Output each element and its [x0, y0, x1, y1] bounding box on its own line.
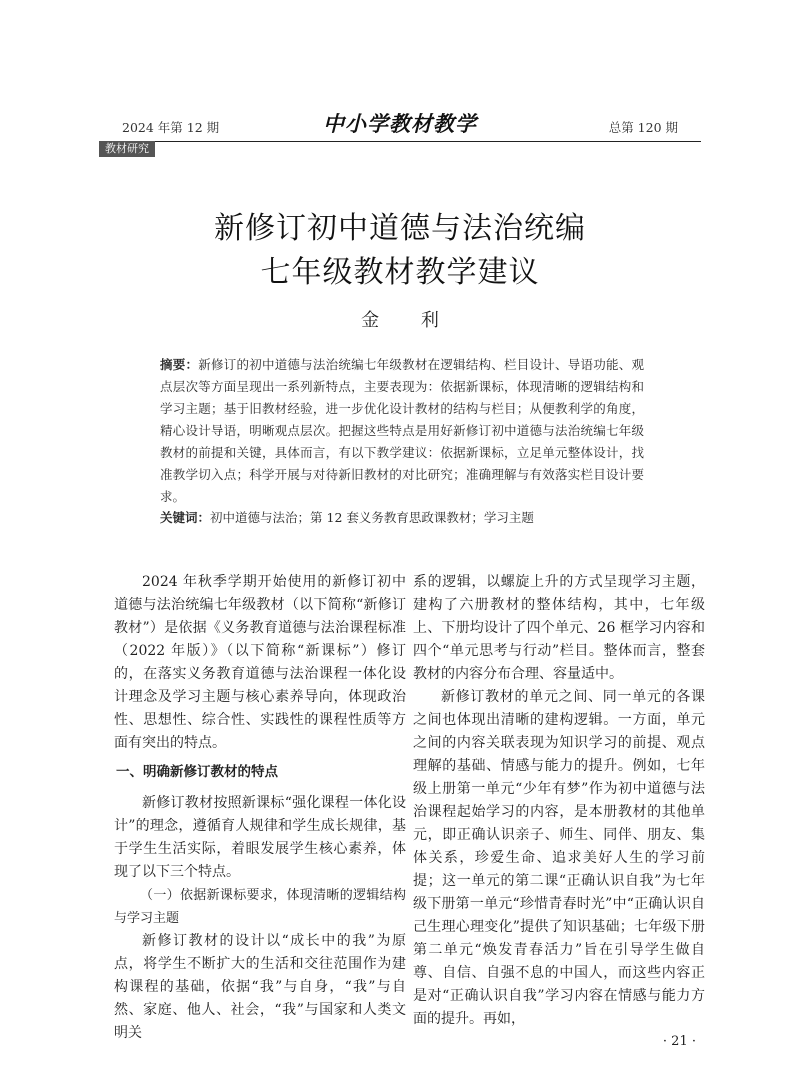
paragraph: 新修订教材按照新课标“强化课程一体化设计”的理念，遵循育人规律和学生成长规律，基于学生生活实际，着眼发展学生核心素养，体现了以下三个特点。 [114, 795, 406, 880]
section-heading: 一、明确新修订教材的特点 [116, 764, 278, 780]
paragraph: 新修订教材的单元之间、同一单元的各课之间也体现出清晰的建构逻辑。一方面，单元之间的内容关联表现为知识学习的前提、观点理解的基础、情感与能力的提升。例如，七年级上册第一单元“少年有梦”作为初中道德与法治课程起始学习的内容，是本册教材的其他单元，即正确认识亲子、师生、同伴、朋友、集体关系，珍爱生命、追求美好人生的学习前提；这一单元的第二课“正确认识自我”为七年级下册第一单元“珍惜青春时光”中“正确认识自己生理心理变化”提供了知识基础；七年级下册第二单元“焕发青春活力”旨在引导学生做自尊、自信、自强不息的中国人，而这些内容正是对“正确认识自我”学习内容在情感与能力方面的提升。再如， [413, 689, 705, 1027]
keywords [160, 508, 644, 528]
article-title [0, 207, 800, 295]
paragraph: 2024 年秋季学期开始使用的新修订初中道德与法治统编七年级教材（以下简称“新修订教材”）是依据《义务教育道德与法治课程标准（2022 年版）》（以下简称“新课标”）修订的，在落实义务教育道德与法治课程一体化设计理念及学习主题与核心素养导向，体现政治性、思想性、综合性、实践性的课程性质等方面有突出的特点。 [114, 574, 406, 751]
author-name: 金 利 [361, 310, 457, 331]
keywords-text: 初中道德与法治；第 12 套义务教育思政课教材；学习主题 [210, 510, 534, 525]
title-line-1: 新修订初中道德与法治统编 [214, 211, 586, 246]
journal-name: 中小学教材教学 [323, 111, 477, 136]
abstract-text: 新修订的初中道德与法治统编七年级教材在逻辑结构、栏目设计、导语功能、观点层次等方面呈现出一系列新特点，主要表现为：依据新课标，体现清晰的逻辑结构和学习主题；基于旧教材经验，进一步优化设计教材的结构与栏目；从便教利学的角度，精心设计导语，明晰观点层次。把握这些特点是用好新修订初中道德与法治统编七年级教材的前提和关键，具体而言，有以下教学建议：依据新课标，立足单元整体设计，找准教学切入点；科学开展与对待新旧教材的对比研究；准确理解与有效落实栏目设计要求。 [160, 357, 644, 504]
title-line-2: 七年级教材教学建议 [260, 255, 540, 290]
issue-number-left: 2024 年第 12 期 [122, 120, 220, 135]
keywords-label: 关键词： [160, 510, 211, 525]
abstract [160, 354, 644, 508]
page-number: · 21 · [662, 1034, 696, 1049]
body-column-left [114, 571, 406, 1045]
abstract-label: 摘要： [160, 357, 199, 372]
paragraph: 新修订教材的设计以“成长中的我”为原点，将学生不断扩大的生活和交往范围作为建构课程的基础，依据“我”与自身，“我”与自然、家庭、他人、社会，“我”与国家和人类文明关 [114, 933, 406, 1041]
subsection-heading: （一）依据新课标要求，体现清晰的逻辑结构与学习主题 [114, 888, 406, 926]
paragraph: 系的逻辑，以螺旋上升的方式呈现学习主题，建构了六册教材的整体结构，其中，七年级上、下册均设计了四个单元、26 框学习内容和四个“单元思考与行动”栏目。整体而言，整套教材的内容分布合理、容量适中。 [413, 574, 705, 682]
issue-number-right: 总第 120 期 [608, 120, 678, 135]
section-tag: 教材研究 [99, 141, 155, 157]
body-column-right [413, 571, 705, 1031]
header-rule [99, 141, 701, 142]
